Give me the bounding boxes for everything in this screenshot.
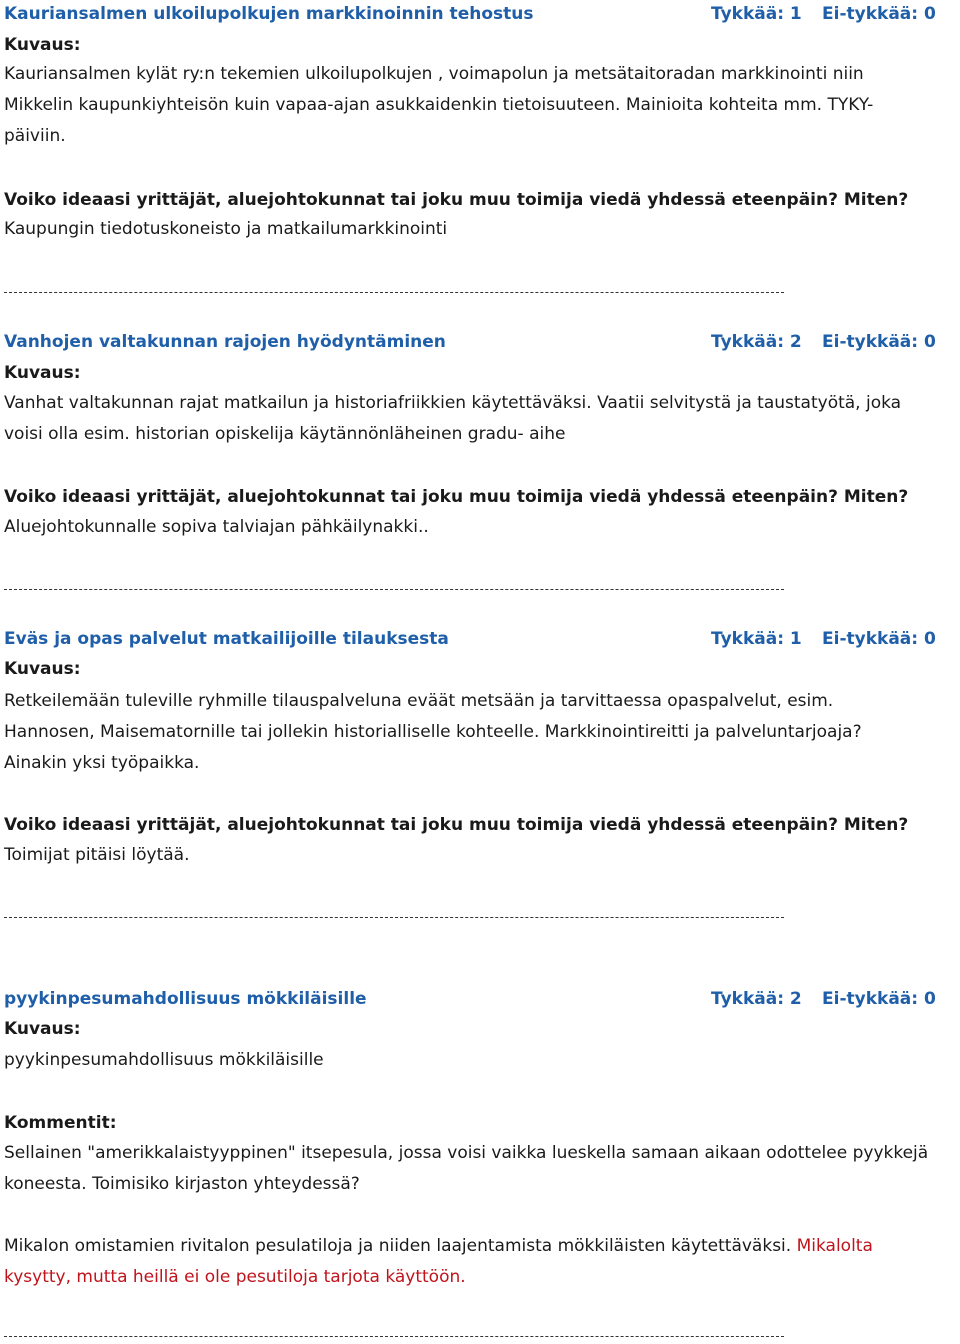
description-line: päiviin.	[4, 126, 66, 146]
idea-title-row	[4, 329, 944, 355]
idea-title-row	[4, 626, 944, 652]
comment-line: Sellainen "amerikkalaistyyppinen" itsepesula, jossa voisi vaikka lueskella samaan aikaan odottelee pyykkejä	[4, 1143, 929, 1163]
description-label: Kuvaus:	[4, 659, 81, 679]
separator	[4, 589, 784, 591]
highlighted-comment-text: kysytty, mutta heillä ei ole pesutiloja tarjota käyttöön.	[4, 1267, 466, 1287]
idea-title-row	[4, 986, 944, 1012]
question-text: Voiko ideaasi yrittäjät, aluejohtokunnat tai joku muu toimija viedä yhdessä eteenpäin? Miten?	[4, 815, 909, 835]
separator	[4, 917, 784, 919]
likes-count: Tykkää: 2	[711, 332, 802, 352]
idea-title: Eväs ja opas palvelut matkailijoille tilauksesta	[4, 629, 449, 649]
description-label: Kuvaus:	[4, 363, 81, 383]
separator	[4, 1336, 784, 1338]
highlighted-comment-text: Mikalolta	[796, 1236, 873, 1256]
idea-title: Vanhojen valtakunnan rajojen hyödyntäminen	[4, 332, 446, 352]
description-line: Retkeilemään tuleville ryhmille tilauspalveluna eväät metsään ja tarvittaessa opaspalvelut, esim.	[4, 691, 834, 711]
answer-text: Toimijat pitäisi löytää.	[4, 845, 190, 865]
description-line: pyykinpesumahdollisuus mökkiläisille	[4, 1050, 324, 1070]
dislikes-count: Ei-tykkää: 0	[822, 4, 936, 24]
idea-title-row	[4, 1, 944, 27]
likes-count: Tykkää: 1	[711, 629, 802, 649]
idea-title: pyykinpesumahdollisuus mökkiläisille	[4, 989, 367, 1009]
answer-text: Aluejohtokunnalle sopiva talviajan pähkäilynakki..	[4, 517, 429, 537]
question-text: Voiko ideaasi yrittäjät, aluejohtokunnat tai joku muu toimija viedä yhdessä eteenpäin? Miten?	[4, 487, 909, 507]
likes-count: Tykkää: 2	[711, 989, 802, 1009]
comments-label: Kommentit:	[4, 1113, 117, 1133]
description-line: voisi olla esim. historian opiskelija käytännönläheinen gradu- aihe	[4, 424, 566, 444]
dislikes-count: Ei-tykkää: 0	[822, 332, 936, 352]
description-line: Mikkelin kaupunkiyhteisön kuin vapaa-ajan asukkaidenkin tietoisuuteen. Mainioita kohteita mm. TYKY-	[4, 95, 874, 115]
description-label: Kuvaus:	[4, 35, 81, 55]
question-text: Voiko ideaasi yrittäjät, aluejohtokunnat tai joku muu toimija viedä yhdessä eteenpäin? Miten?	[4, 190, 909, 210]
separator	[4, 292, 784, 294]
description-line: Ainakin yksi työpaikka.	[4, 753, 200, 773]
dislikes-count: Ei-tykkää: 0	[822, 989, 936, 1009]
comment-line: koneesta. Toimisiko kirjaston yhteydessä?	[4, 1174, 360, 1194]
description-line: Vanhat valtakunnan rajat matkailun ja historiafriikkien käytettäväksi. Vaatii selvitystä ja taustatyötä, joka	[4, 393, 902, 413]
description-line: Hannosen, Maisematornille tai jollekin historialliselle kohteelle. Markkinointireitti ja palveluntarjoaja?	[4, 722, 862, 742]
idea-title: Kauriansalmen ulkoilupolkujen markkinoinnin tehostus	[4, 4, 534, 24]
likes-count: Tykkää: 1	[711, 4, 802, 24]
description-line: Kauriansalmen kylät ry:n tekemien ulkoilupolkujen , voimapolun ja metsätaitoradan markkinointi niin	[4, 64, 864, 84]
comment-text: Mikalon omistamien rivitalon pesulatiloja ja niiden laajentamista mökkiläisten käytettäväksi.	[4, 1236, 797, 1256]
dislikes-count: Ei-tykkää: 0	[822, 629, 936, 649]
answer-text: Kaupungin tiedotuskoneisto ja matkailumarkkinointi	[4, 219, 448, 239]
description-label: Kuvaus:	[4, 1019, 81, 1039]
comment-line	[4, 1231, 960, 1262]
